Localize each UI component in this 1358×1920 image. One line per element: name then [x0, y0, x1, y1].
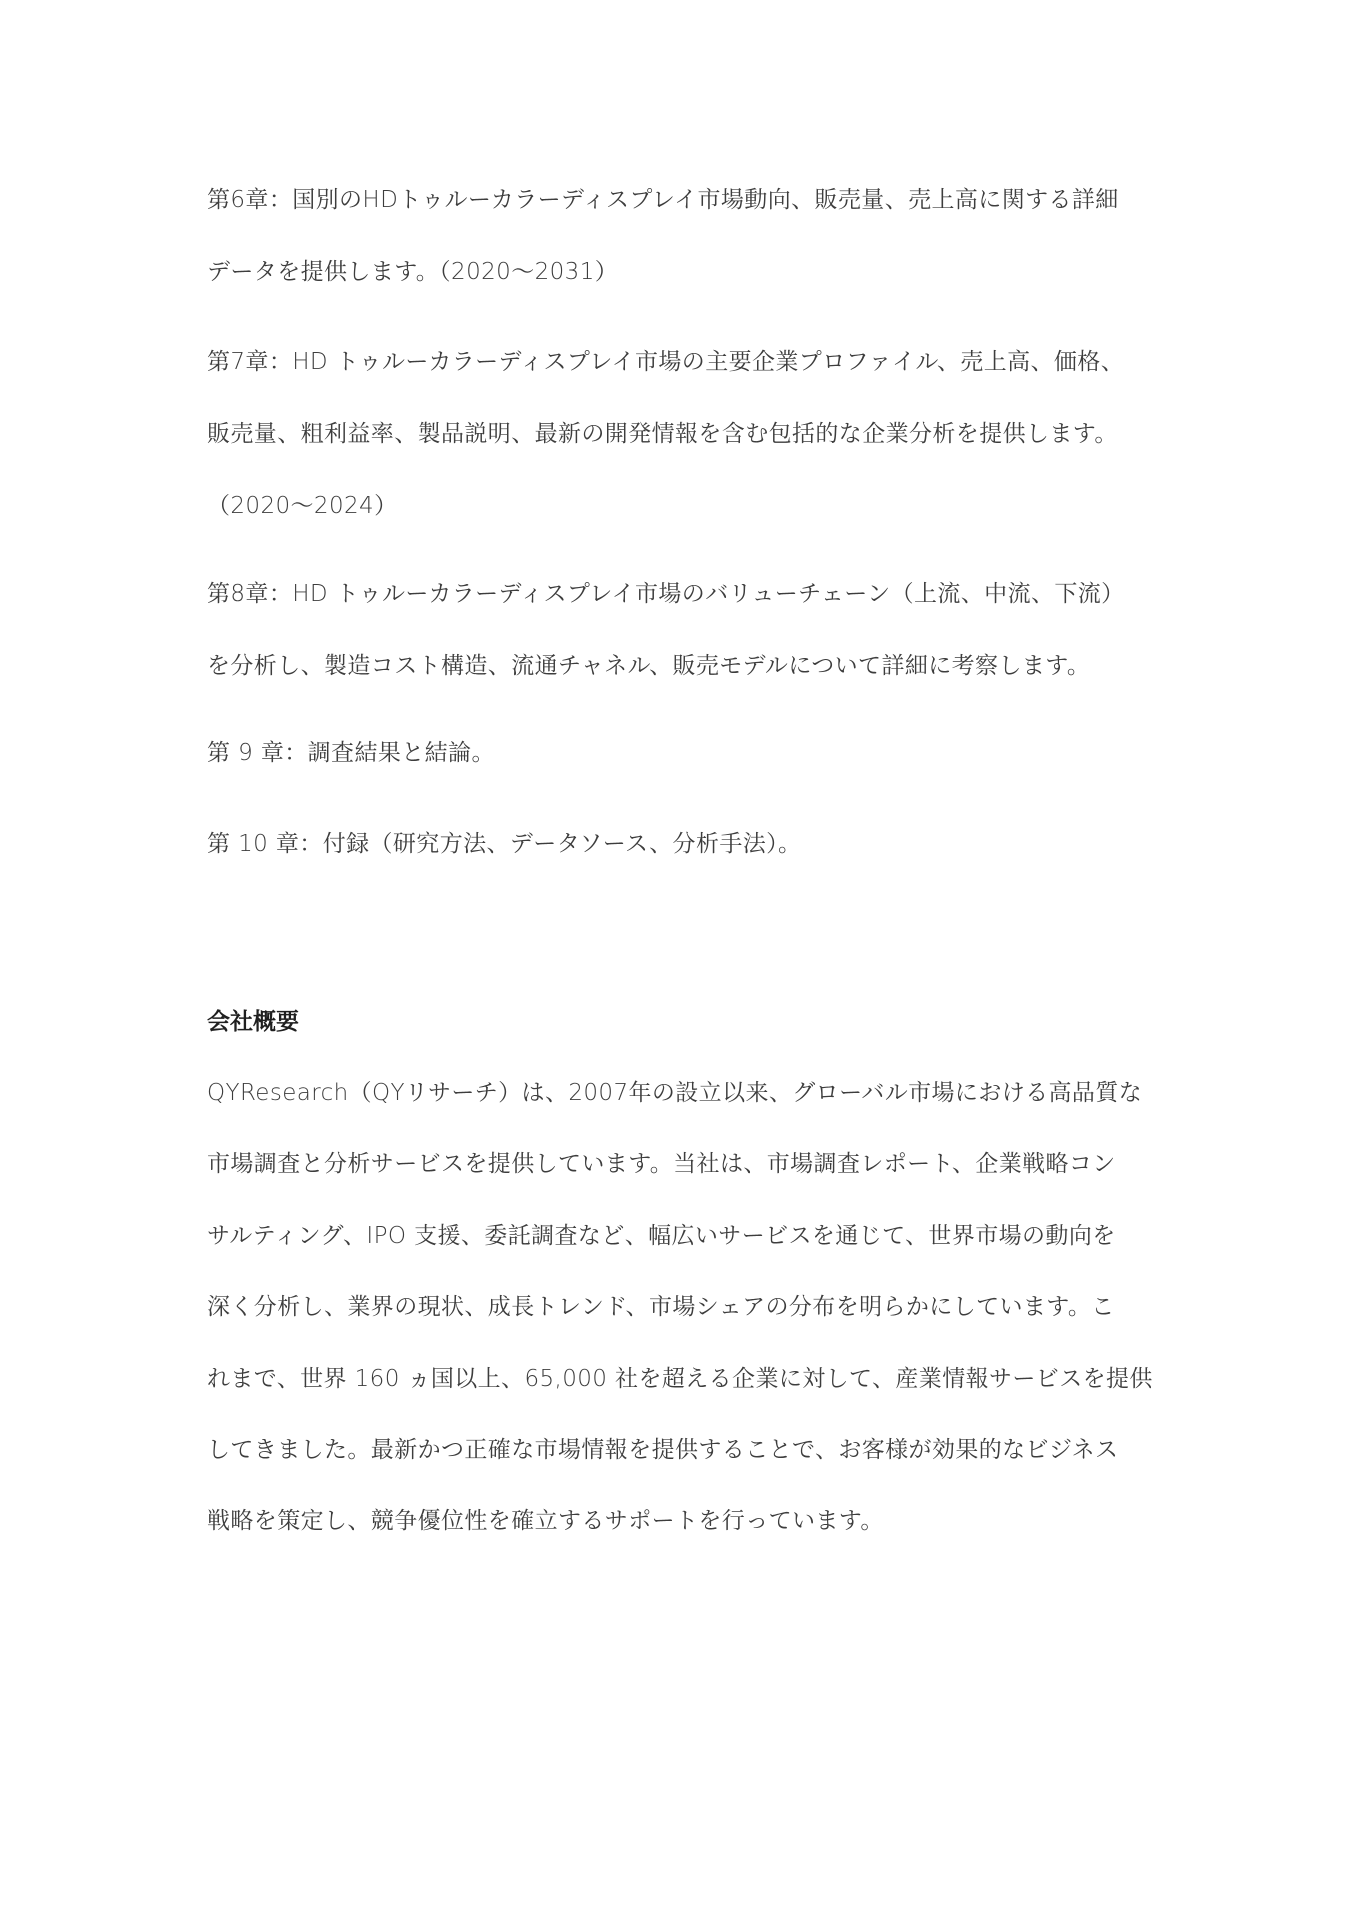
chapter-6-paragraph — [207, 164, 1187, 308]
company-line-7: 戦略を策定し、競争優位性を確立するサポートを行っています。 — [207, 1508, 884, 1535]
company-line-3: サルティング、IPO 支援、委託調査など、幅広いサービスを通じて、世界市場の動向を — [207, 1222, 1116, 1249]
chapter-8-line-1: 第8章：HD トゥルーカラーディスプレイ市場のバリューチェーン（上流、中流、下流） — [207, 581, 1125, 607]
chapter-8-paragraph — [207, 558, 1187, 702]
chapter-6-line-2: データを提供します。（2020～2031） — [207, 259, 619, 285]
company-line-5: れまで、世界 160 ヵ国以上、65,000 社を超える企業に対して、産業情報サービスを提供 — [207, 1365, 1153, 1392]
chapter-8-line-2: を分析し、製造コスト構造、流通チャネル、販売モデルについて詳細に考察します。 — [207, 653, 1091, 679]
chapter-9-paragraph — [207, 717, 1187, 789]
company-line-2: 市場調査と分析サービスを提供しています。当社は、市場調査レポート、企業戦略コン — [207, 1151, 1116, 1178]
chapter-7-line-1: 第7章：HD トゥルーカラーディスプレイ市場の主要企業プロファイル、売上高、価格、 — [207, 349, 1125, 375]
chapter-7-line-2: 販売量、粗利益率、製品説明、最新の開発情報を含む包括的な企業分析を提供します。 — [207, 421, 1118, 447]
company-overview-paragraph — [207, 1058, 1187, 1558]
chapter-7-paragraph — [207, 326, 1187, 542]
company-line-1: QYResearch（QYリサーチ）は、2007年の設立以来、グローバル市場における高品質な — [207, 1080, 1143, 1106]
chapter-9-line-1: 第 9 章：調査結果と結論。 — [207, 740, 495, 766]
company-line-4: 深く分析し、業界の現状、成長トレンド、市場シェアの分布を明らかにしています。こ — [207, 1294, 1115, 1321]
chapter-7-line-3: （2020～2024） — [207, 493, 398, 519]
chapter-6-line-1: 第6章：国別のHDトゥルーカラーディスプレイ市場動向、販売量、売上高に関する詳細 — [207, 187, 1119, 213]
chapter-10-line-1: 第 10 章：付録（研究方法、データソース、分析手法）。 — [207, 831, 802, 857]
chapter-10-paragraph — [207, 808, 1187, 880]
company-line-6: してきました。最新かつ正確な市場情報を提供することで、お客様が効果的なビジネス — [207, 1436, 1119, 1463]
company-overview-heading: 会社概要 — [207, 1009, 299, 1035]
